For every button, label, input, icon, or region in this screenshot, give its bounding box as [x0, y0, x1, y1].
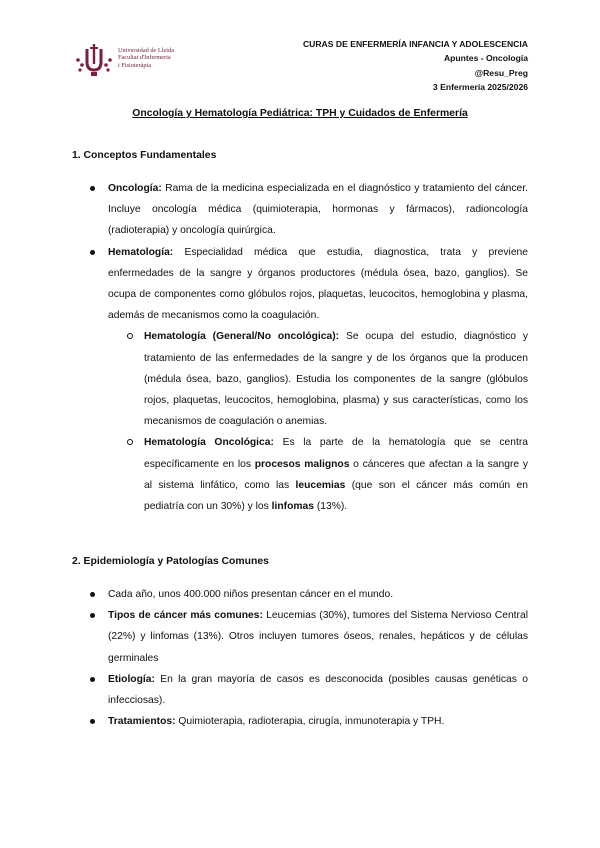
term: Hematología Oncológica: — [144, 437, 274, 449]
term: Oncología: — [108, 183, 162, 194]
term: Tipos de cáncer más comunes: — [108, 610, 263, 622]
header-course: CURAS DE ENFERMERÍA INFANCIA Y ADOLESCENCIA — [302, 39, 528, 49]
term: Tratamientos: — [108, 716, 176, 728]
text-fragment: (que son el cáncer más común en pediatría con un 30%) y los — [144, 479, 529, 513]
emphasis: leucemias — [295, 479, 346, 491]
sub-list-item — [127, 432, 528, 517]
logo-text — [118, 47, 174, 69]
section-1-list — [90, 178, 528, 517]
header-notes: Apuntes - Oncología — [443, 53, 528, 64]
bullet-icon — [90, 186, 95, 191]
term: Hematología (General/No oncológica): — [144, 331, 340, 343]
logo-line-3: i Fisioteràpia — [118, 61, 152, 69]
hollow-bullet-icon — [127, 333, 133, 339]
sub-list-item — [127, 326, 528, 432]
logo-line-2: Facultat d'Infermeria — [118, 54, 171, 62]
section-1-heading: 1. Conceptos Fundamentales — [72, 150, 217, 161]
university-logo — [74, 40, 184, 80]
definition: Rama de la medicina especializada en el diagnóstico y tratamiento del cáncer. Incluye oncología médica (quimioterapia, hormonas y fármacos), radioncología (radioterapia) y oncología quirúrgica. — [108, 183, 528, 237]
bullet-icon — [90, 677, 95, 682]
definition: Especialidad médica que estudia, diagnostica, trata y previene enfermedades de la sangre y órganos productores (médula ósea, bazo, ganglios). Se ocupa de componentes como glóbulos rojos, plaquetas, leucocitos, hemoglobina y plasma, además de mecanismos como la coagulación. — [108, 246, 528, 322]
text-fragment: (13%). — [313, 501, 348, 513]
definition: Leucemias (30%), tumores del Sistema Nervioso Central (22%) y linfomas (13%). Otros incluyen tumores óseos, renales, hepáticos y de células germinales — [108, 610, 528, 664]
page-header — [303, 37, 528, 94]
definition: Se ocupa del estudio, diagnóstico y tratamiento de las enfermedades de la sangre y de los órganos que la producen (médula ósea, bazo, ganglios). Estudia los componentes de la sangre (glóbulos rojos, plaquetas, leucocitos, hemoglobina, plasma) y sus características, como los mecanismos de coagulación o anemias. — [144, 331, 528, 428]
document-title: Oncología y Hematología Pediátrica: TPH y Cuidados de Enfermería — [132, 108, 468, 119]
section-2-list — [90, 584, 528, 732]
bullet-icon — [90, 613, 95, 618]
text-fragment: o cánceres que afectan a la sangre y al sistema linfático, como las — [144, 458, 528, 491]
header-year: 3 Enfermería 2025/2026 — [432, 81, 528, 92]
definition: Cada año, unos 400.000 niños presentan cáncer en el mundo. — [108, 589, 394, 600]
list-item — [90, 178, 528, 242]
hollow-bullet-icon — [127, 439, 133, 445]
bullet-icon — [90, 719, 95, 724]
list-item — [90, 584, 528, 605]
definition: En la gran mayoría de casos es desconocida (posibles causas genéticas o infecciosas). — [108, 673, 528, 707]
definition: Quimioterapia, radioterapia, cirugía, inmunoterapia y TPH. — [175, 716, 445, 728]
term: Etiología: — [108, 673, 155, 685]
hematology-sublist — [127, 326, 528, 517]
logo-line-1: Universidad de Lleida — [118, 47, 174, 54]
list-item — [90, 669, 528, 711]
emphasis: procesos malignos — [254, 458, 350, 470]
list-item — [90, 711, 528, 732]
bullet-icon — [90, 592, 95, 597]
text-fragment: Es la parte de la hematología que se centra específicamente en los — [144, 437, 529, 470]
section-2-heading: 2. Epidemiología y Patologías Comunes — [72, 556, 269, 567]
list-item — [90, 605, 528, 669]
term: Hematología: — [108, 246, 174, 258]
list-item — [90, 242, 528, 518]
bullet-icon — [90, 250, 95, 255]
header-handle: @Resu_Preg — [474, 67, 528, 78]
emphasis: linfomas — [271, 501, 314, 513]
university-crest-icon — [74, 40, 114, 78]
